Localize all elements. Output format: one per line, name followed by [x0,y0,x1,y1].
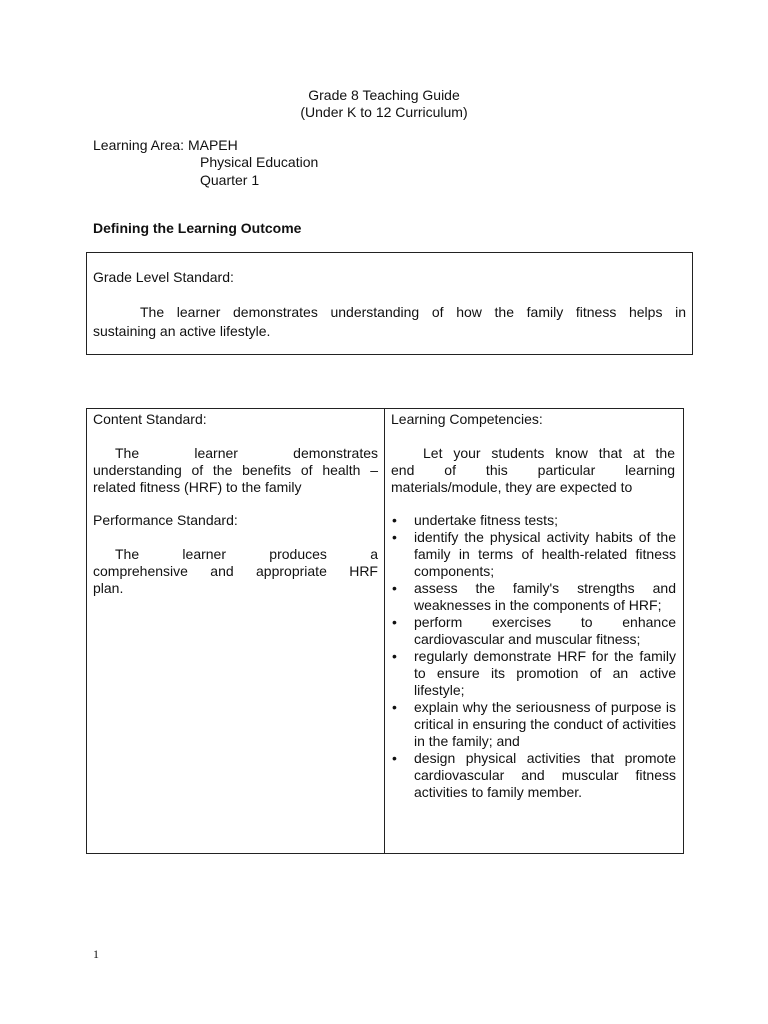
performance-standard-text-line1: The learner produces a [115,546,378,562]
content-standard-text-line3: related fitness (HRF) to the family [93,479,302,495]
competency-item: • regularly demonstrate HRF for the family to ensure its promotion of an active lifestyle; [391,648,676,699]
competency-item: • assess the family's strengths and weaknesses in the components of HRF; [391,580,676,614]
grade-level-standard-text-line1: The learner demonstrates understanding of how the family fitness helps in [140,304,686,320]
performance-standard-text-line2: comprehensive and appropriate HRF [93,563,378,579]
content-standard-text-line1: The learner demonstrates [115,445,378,461]
grade-level-standard-text-line2: sustaining an active lifestyle. [93,323,271,339]
performance-standard-label: Performance Standard: [93,512,238,528]
grade-level-standard-box [86,252,693,355]
content-standard-label: Content Standard: [93,411,207,427]
learning-competencies-intro-line3: materials/module, they are expected to [391,479,633,495]
competency-item: • explain why the seriousness of purpose is critical in ensuring the conduct of activities in the family; and [391,699,676,750]
standards-table [86,408,684,854]
content-standard-text-line2: understanding of the benefits of health – [93,462,378,478]
learning-competencies-intro-line2: end of this particular learning [391,462,675,478]
section-heading: Defining the Learning Outcome [93,220,302,236]
learning-competencies-label: Learning Competencies: [391,411,543,427]
competency-item: • identify the physical activity habits of the family in terms of health-related fitness components; [391,529,676,580]
competency-item: • design physical activities that promote cardiovascular and muscular fitness activities to family member. [391,750,676,801]
competency-item: • perform exercises to enhance cardiovascular and muscular fitness; [391,614,676,648]
learning-area-label: Learning Area: MAPEH [93,137,238,153]
learning-area-quarter: Quarter 1 [200,172,260,188]
document-title: Grade 8 Teaching Guide [308,87,460,103]
competency-item: • undertake fitness tests; [391,512,676,529]
learning-area-subject: Physical Education [200,154,319,170]
performance-standard-text-line3: plan. [93,580,124,596]
document-subtitle: (Under K to 12 Curriculum) [300,104,468,120]
grade-level-standard-label: Grade Level Standard: [93,269,234,285]
learning-competencies-intro-line1: Let your students know that at the [423,445,675,461]
page-number: 1 [93,947,99,961]
column-divider [384,409,385,853]
learning-competencies-list [391,512,676,801]
